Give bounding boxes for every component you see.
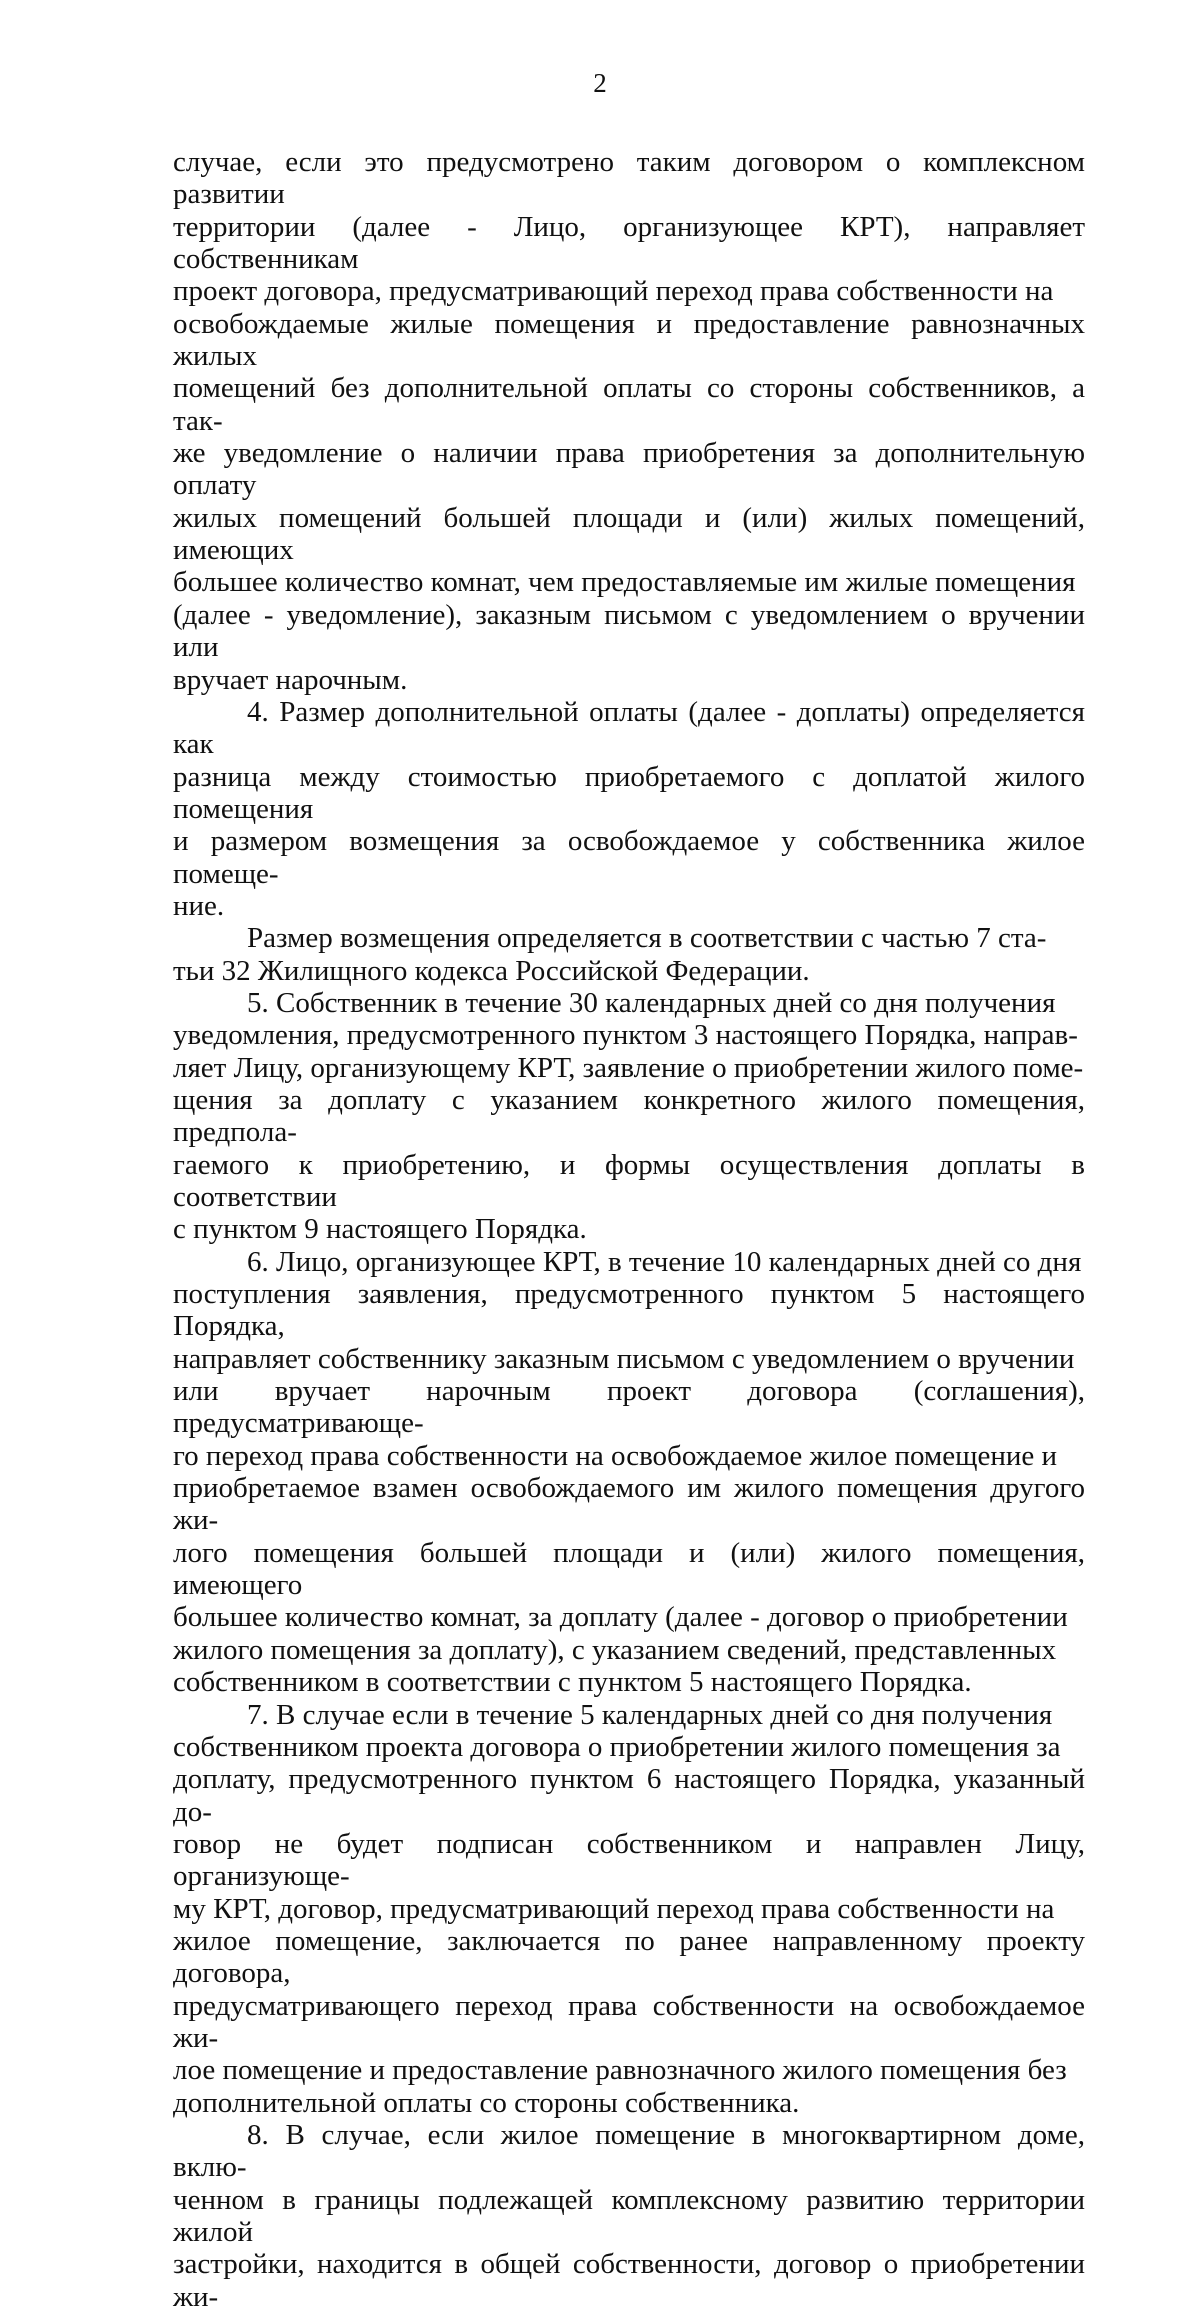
text-line: помещений без дополнительной оплаты со стороны собственников, а так- — [173, 372, 1085, 437]
text-line: предусматривающего переход права собственности на освобождаемое жи- — [173, 1989, 1085, 2054]
text-line: большее количество комнат, чем предоставляемые им жилые помещения — [173, 566, 1076, 599]
text-line: Размер возмещения определяется в соответствии с частью 7 ста- — [247, 922, 1047, 955]
text-line: направляет собственнику заказным письмом с уведомлением о вручении — [173, 1342, 1075, 1375]
text-line: го переход права собственности на освобождаемое жилое помещение и — [173, 1439, 1058, 1472]
text-line: и размером возмещения за освобождаемое у собственника жилое помеще- — [173, 825, 1085, 890]
text-line: ченном в границы подлежащей комплексному развитию территории жилой — [173, 2183, 1085, 2248]
paragraph-8 — [173, 2119, 1085, 2313]
text-line: освобождаемые жилые помещения и предоставление равнозначных жилых — [173, 307, 1085, 373]
text-line: уведомления, предусмотренного пунктом 3 настоящего Порядка, направ- — [173, 1019, 1078, 1052]
text-line: гаемого к приобретению, и формы осуществления доплаты в соответствии — [173, 1148, 1085, 1213]
text-line: щения за доплату с указанием конкретного жилого помещения, предпола- — [173, 1083, 1085, 1149]
text-line: территории (далее - Лицо, организующее КРТ), направляет собственникам — [173, 210, 1085, 276]
text-line: говор не будет подписан собственником и направлен Лицу, организующе- — [173, 1827, 1085, 1893]
paragraph-4-compensation — [173, 922, 1085, 987]
text-line: 5. Собственник в течение 30 календарных дней со дня получения — [247, 986, 1056, 1019]
text-line: проект договора, предусматривающий переход права собственности на — [173, 275, 1054, 308]
text-line: приобретаемое взамен освобождаемого им жилого помещения другого жи- — [173, 1472, 1085, 1537]
text-line: (далее - уведомление), заказным письмом с уведомлением о вручении или — [173, 598, 1085, 664]
text-line: застройки, находится в общей собственности, договор о приобретении жи- — [173, 2248, 1085, 2313]
text-line: 6. Лицо, организующее КРТ, в течение 10 календарных дней со дня — [247, 1245, 1082, 1278]
text-line: 8. В случае, если жилое помещение в многоквартирном доме, вклю- — [173, 2118, 1085, 2184]
text-line: дополнительной оплаты со стороны собственника. — [173, 2086, 800, 2119]
text-line: ляет Лицу, организующему КРТ, заявление о приобретении жилого поме- — [173, 1051, 1084, 1084]
paragraph-6 — [173, 1246, 1085, 1699]
text-line: же уведомление о наличии права приобретения за дополнительную оплату — [173, 437, 1085, 502]
text-line: разница между стоимостью приобретаемого с доплатой жилого помещения — [173, 760, 1085, 825]
text-line: му КРТ, договор, предусматривающий переход права собственности на — [173, 1892, 1055, 1925]
text-line: лого помещения большей площади и (или) жилого помещения, имеющего — [173, 1536, 1085, 1602]
text-line: 7. В случае если в течение 5 календарных дней со дня получения — [247, 1698, 1053, 1731]
text-line: жилое помещение, заключается по ранее направленному проекту договора, — [173, 1924, 1085, 1990]
text-line: жилых помещений большей площади и (или) жилых помещений, имеющих — [173, 501, 1085, 567]
text-line: ние. — [173, 889, 225, 922]
text-line: собственником в соответствии с пунктом 5 настоящего Порядка. — [173, 1666, 972, 1699]
text-line: тьи 32 Жилищного кодекса Российской Федерации. — [173, 954, 810, 987]
document-body — [173, 146, 1085, 2313]
text-line: доплату, предусмотренного пунктом 6 настоящего Порядка, указанный до- — [173, 1763, 1085, 1828]
text-line: поступления заявления, предусмотренного пунктом 5 настоящего Порядка, — [173, 1278, 1085, 1343]
text-line: собственником проекта договора о приобретении жилого помещения за — [173, 1730, 1061, 1763]
text-line: вручает нарочным. — [173, 663, 408, 696]
text-line: с пунктом 9 настоящего Порядка. — [173, 1213, 587, 1246]
paragraph-continuation — [173, 146, 1085, 696]
text-line: жилого помещения за доплату), с указанием сведений, представленных — [173, 1633, 1057, 1666]
page-number: 2 — [593, 68, 607, 98]
paragraph-4 — [173, 696, 1085, 922]
text-line: или вручает нарочным проект договора (соглашения), предусматривающе- — [173, 1375, 1085, 1440]
text-line: лое помещение и предоставление равнозначного жилого помещения без — [173, 2054, 1067, 2087]
paragraph-5 — [173, 987, 1085, 1246]
text-line: случае, если это предусмотрено таким договором о комплексном развитии — [173, 146, 1085, 211]
paragraph-7 — [173, 1699, 1085, 2119]
text-line: 4. Размер дополнительной оплаты (далее - доплаты) определяется как — [173, 695, 1085, 761]
text-line: большее количество комнат, за доплату (далее - договор о приобретении — [173, 1601, 1068, 1634]
